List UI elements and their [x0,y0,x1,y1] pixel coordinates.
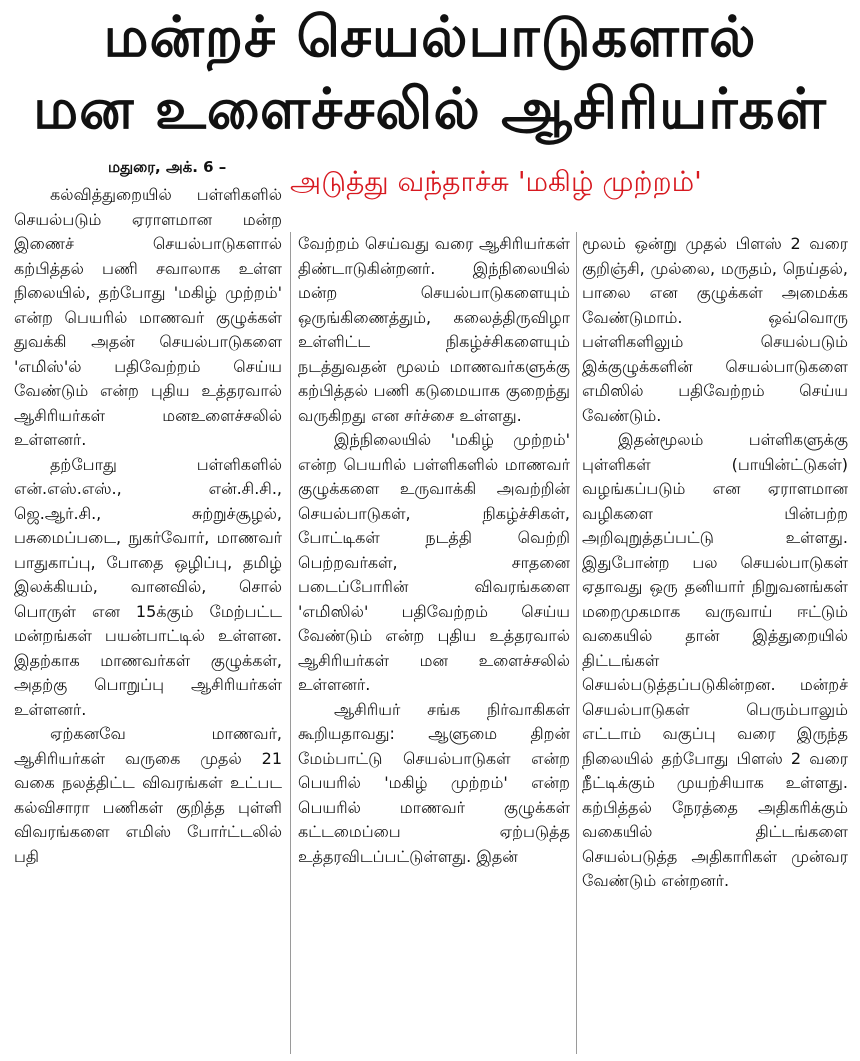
headline-line-2: மன உளைச்சலில் ஆசிரியர்கள் [33,77,827,142]
dateline: மதுரை, அக். 6 – [108,158,227,176]
column-divider [290,232,291,1054]
paragraph: வேற்றம் செய்வது வரை ஆசிரியர்கள் திண்டாடுகின்றனர். இந்நிலையில் மன்ற செயல்பாடுகளையும் ஒருங்கிணைத்தும், கலைத்திருவிழா உள்ளிட்ட நிகழ்ச்சிகளையும் நடத்துவதன் மூலம் மாணவர்களுக்கு கற்பித்தல் பணி கடுமையாக குறைந்து வருகிறது என சர்ச்சை உள்ளது. [298,234,570,425]
paragraph: மூலம் ஒன்று முதல் பிளஸ் 2 வரை குறிஞ்சி, முல்லை, மருதம், நெய்தல், பாலை என குழுக்கள் அமைக்க வேண்டுமாம். ஒவ்வொரு பள்ளிகளிலும் செயல்படும் இக்குழுக்களின் செயல்பாடுகளை எமிஸில் பதிவேற்றம் செய்ய வேண்டும். [582,234,848,425]
paragraph: கல்வித்துறையில் பள்ளிகளில் செயல்படும் ஏராளமான மன்ற இணைச் செயல்பாடுகளால் கற்பித்தல் பணி சவாலாக உள்ள நிலையில், தற்போது 'மகிழ் முற்றம்' என்ற பெயரில் மாணவர் குழுக்கள் துவக்கி அதன் செயல்பாடுகளை 'எமிஸ்'ல் பதிவேற்றம் செய்ய வேண்டும் என்ற புதிய உத்தரவால் ஆசிரியர்கள் மனஉளைச்சலில் உள்ளனர். [14,185,282,449]
article-column-2 [298,232,570,869]
subheadline: அடுத்து வந்தாச்சு 'மகிழ் முற்றம்' [290,165,702,198]
paragraph: இந்நிலையில் 'மகிழ் முற்றம்' என்ற பெயரில் பள்ளிகளில் மாணவர் குழுக்களை உருவாக்கி அவற்றின் செயல்பாடுகள், நிகழ்ச்சிகள், போட்டிகள் நடத்தி வெற்றி பெற்றவர்கள், சாதனை படைப்போரின் விவரங்களை 'எமிஸில்' பதிவேற்றம் செய்ய வேண்டும் என்ற புதிய உத்தரவால் ஆசிரியர்கள் மன உளைச்சலில் உள்ளனர். [298,430,570,694]
paragraph: ஆசிரியர் சங்க நிர்வாகிகள் கூறியதாவது: ஆளுமை திறன் மேம்பாட்டு செயல்பாடுகள் என்ற பெயரில் 'மகிழ் முற்றம்' என்ற பெயரில் மாணவர் குழுக்கள் கட்டமைப்பை ஏற்படுத்த உத்தரவிடப்பட்டுள்ளது. இதன் [298,699,570,866]
paragraph: இதன்மூலம் பள்ளிகளுக்கு புள்ளிகள் (பாயின்ட்டுகள்) வழங்கப்படும் என ஏராளமான வழிகளை பின்பற்ற அறிவுறுத்தப்பட்டு உள்ளது. இதுபோன்ற பல செயல்பாடுகள் ஏதாவது ஒரு தனியார் நிறுவனங்கள் மறைமுகமாக வருவாய் ஈட்டும் வகையில் தான் இத்துறையில் திட்டங்கள் செயல்படுத்தப்படுகின்றன. மன்றச் செயல்பாடுகள் பெரும்பாலும் எட்டாம் வகுப்பு வரை இருந்த நிலையில் தற்போது பிளஸ் 2 வரை நீட்டிக்கும் முயற்சியாக உள்ளது. கற்பித்தல் நேரத்தை அதிகரிக்கும் வகையில் திட்டங்களை செயல்படுத்த அதிகாரிகள் முன்வர வேண்டும் என்றனர். [582,430,848,890]
paragraph: தற்போது பள்ளிகளில் என்.எஸ்.எஸ்., என்.சி.சி., ஜெ.ஆர்.சி., சுற்றுச்சூழல், பசுமைப்படை, நுகர்வோர், மாணவர் பாதுகாப்பு, போதை ஒழிப்பு, தமிழ் இலக்கியம், வானவில், சொல் பொருள் என 15க்கும் மேற்பட்ட மன்றங்கள் பயன்பாட்டில் உள்ளன. இதற்காக மாணவர்கள் குழுக்கள், அதற்கு பொறுப்பு ஆசிரியர்கள் உள்ளனர். [14,454,282,719]
column-divider [576,232,577,1054]
article-column-3 [582,232,848,894]
headline-line-1: மன்றச் செயல்பாடுகளால் [103,5,757,70]
paragraph: ஏற்கனவே மாணவர், ஆசிரியர்கள் வருகை முதல் 21 வகை நலத்திட்ட விவரங்கள் உட்பட கல்விசாரா பணிகள் குறித்த புள்ளி விவரங்களை எமிஸ் போர்ட்டலில் பதி [14,724,282,866]
article-column-1 [14,183,282,869]
